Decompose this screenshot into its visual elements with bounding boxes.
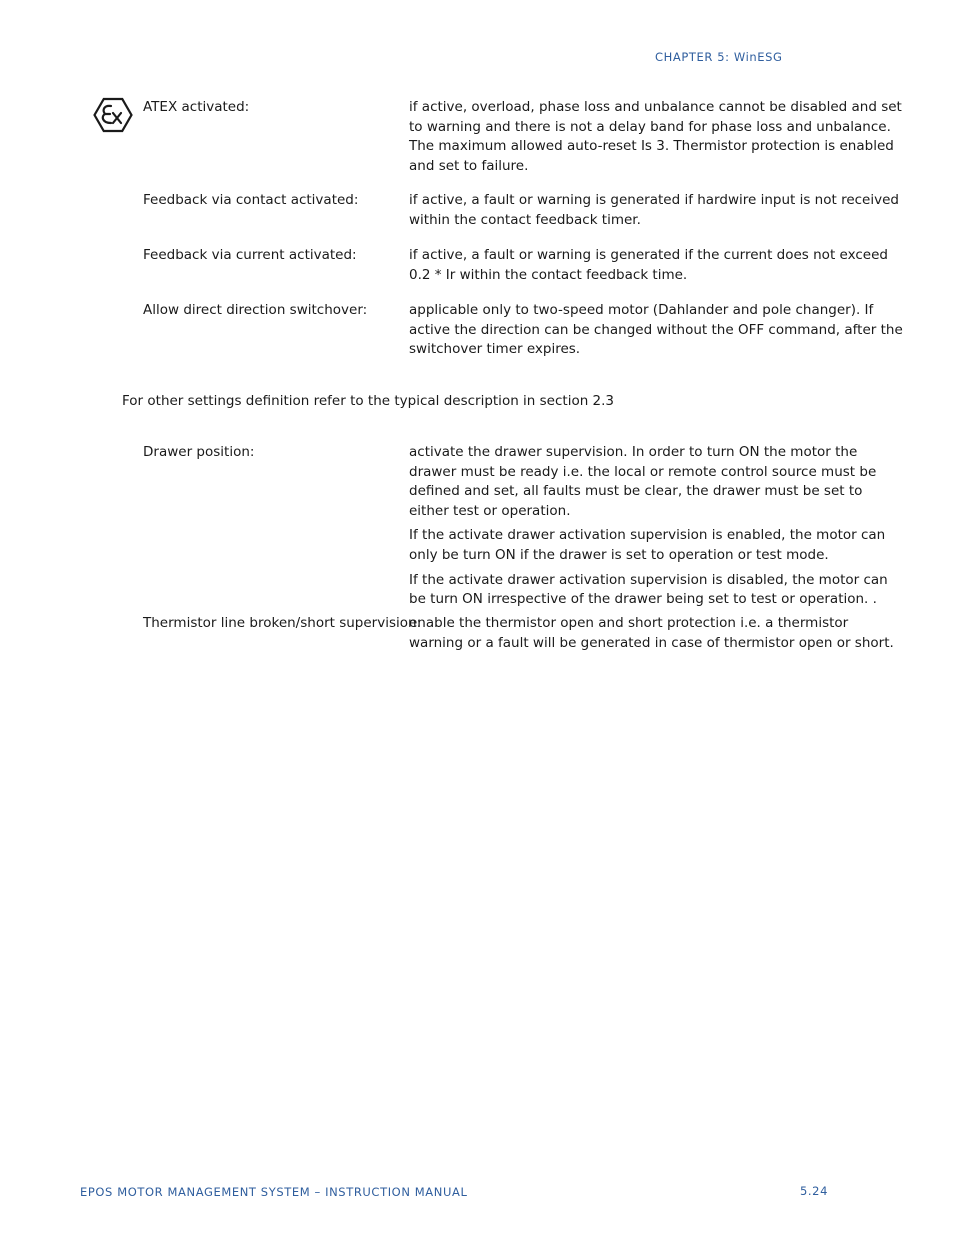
footer-manual-title: EPOS MOTOR MANAGEMENT SYSTEM – INSTRUCTION MANUAL [80,1185,468,1199]
atex-ex-icon [93,95,133,135]
setting-label: Drawer position: [143,444,255,460]
setting-label: Feedback via contact activated: [143,192,359,208]
setting-label: ATEX activated: [143,99,250,115]
description-paragraph: If the activate drawer activation supervision is disabled, the motor can be turn ON irrespective of the drawer being set to test or operation. . [409,571,888,608]
setting-entry-atex [143,98,903,178]
setting-description [409,246,903,285]
setting-entry-feedback-contact [143,191,903,231]
setting-entry-direction-switchover [143,301,903,361]
setting-description [409,443,903,610]
description-paragraph: if active, a fault or warning is generated if hardwire input is not received within the contact feedback timer. [409,192,899,228]
description-paragraph: if active, a fault or warning is generated if the current does not exceed 0.2 * Ir within the contact feedback time. [409,247,888,283]
setting-label: Feedback via current activated: [143,247,357,263]
setting-label: Thermistor line broken/short supervision: [143,615,422,631]
description-paragraph: applicable only to two-speed motor (Dahlander and pole changer). If active the direction can be changed without the OFF command, after the switchover timer expires. [409,302,903,358]
setting-description [409,98,903,176]
setting-description [409,191,903,230]
setting-entry-thermistor-supervision [143,614,903,654]
footer-page-number: 5.24 [800,1184,829,1198]
setting-entry-drawer-position [143,443,903,608]
description-paragraph: enable the thermistor open and short protection i.e. a thermistor warning or a fault will be generated in case of thermistor open or short. [409,615,894,651]
setting-description [409,614,903,653]
chapter-header: CHAPTER 5: WinESG [655,50,783,64]
description-paragraph: if active, overload, phase loss and unbalance cannot be disabled and set to warning and there is not a delay band for phase loss and unbalance. The maximum allowed auto-reset Is 3. Thermistor protection is enabled and set to failure. [409,99,902,174]
description-paragraph: If the activate drawer activation supervision is enabled, the motor can only be turn ON if the drawer is set to operation or test mode. [409,527,886,563]
section-reference-note: For other settings definition refer to the typical description in section 2.3 [122,393,615,409]
description-paragraph: activate the drawer supervision. In order to turn ON the motor the drawer must be ready i.e. the local or remote control source must be defined and set, all faults must be clear, the drawer must be set to either test or operation. [409,444,877,519]
setting-description [409,301,903,360]
setting-entry-feedback-current [143,246,903,286]
setting-label: Allow direct direction switchover: [143,302,368,318]
